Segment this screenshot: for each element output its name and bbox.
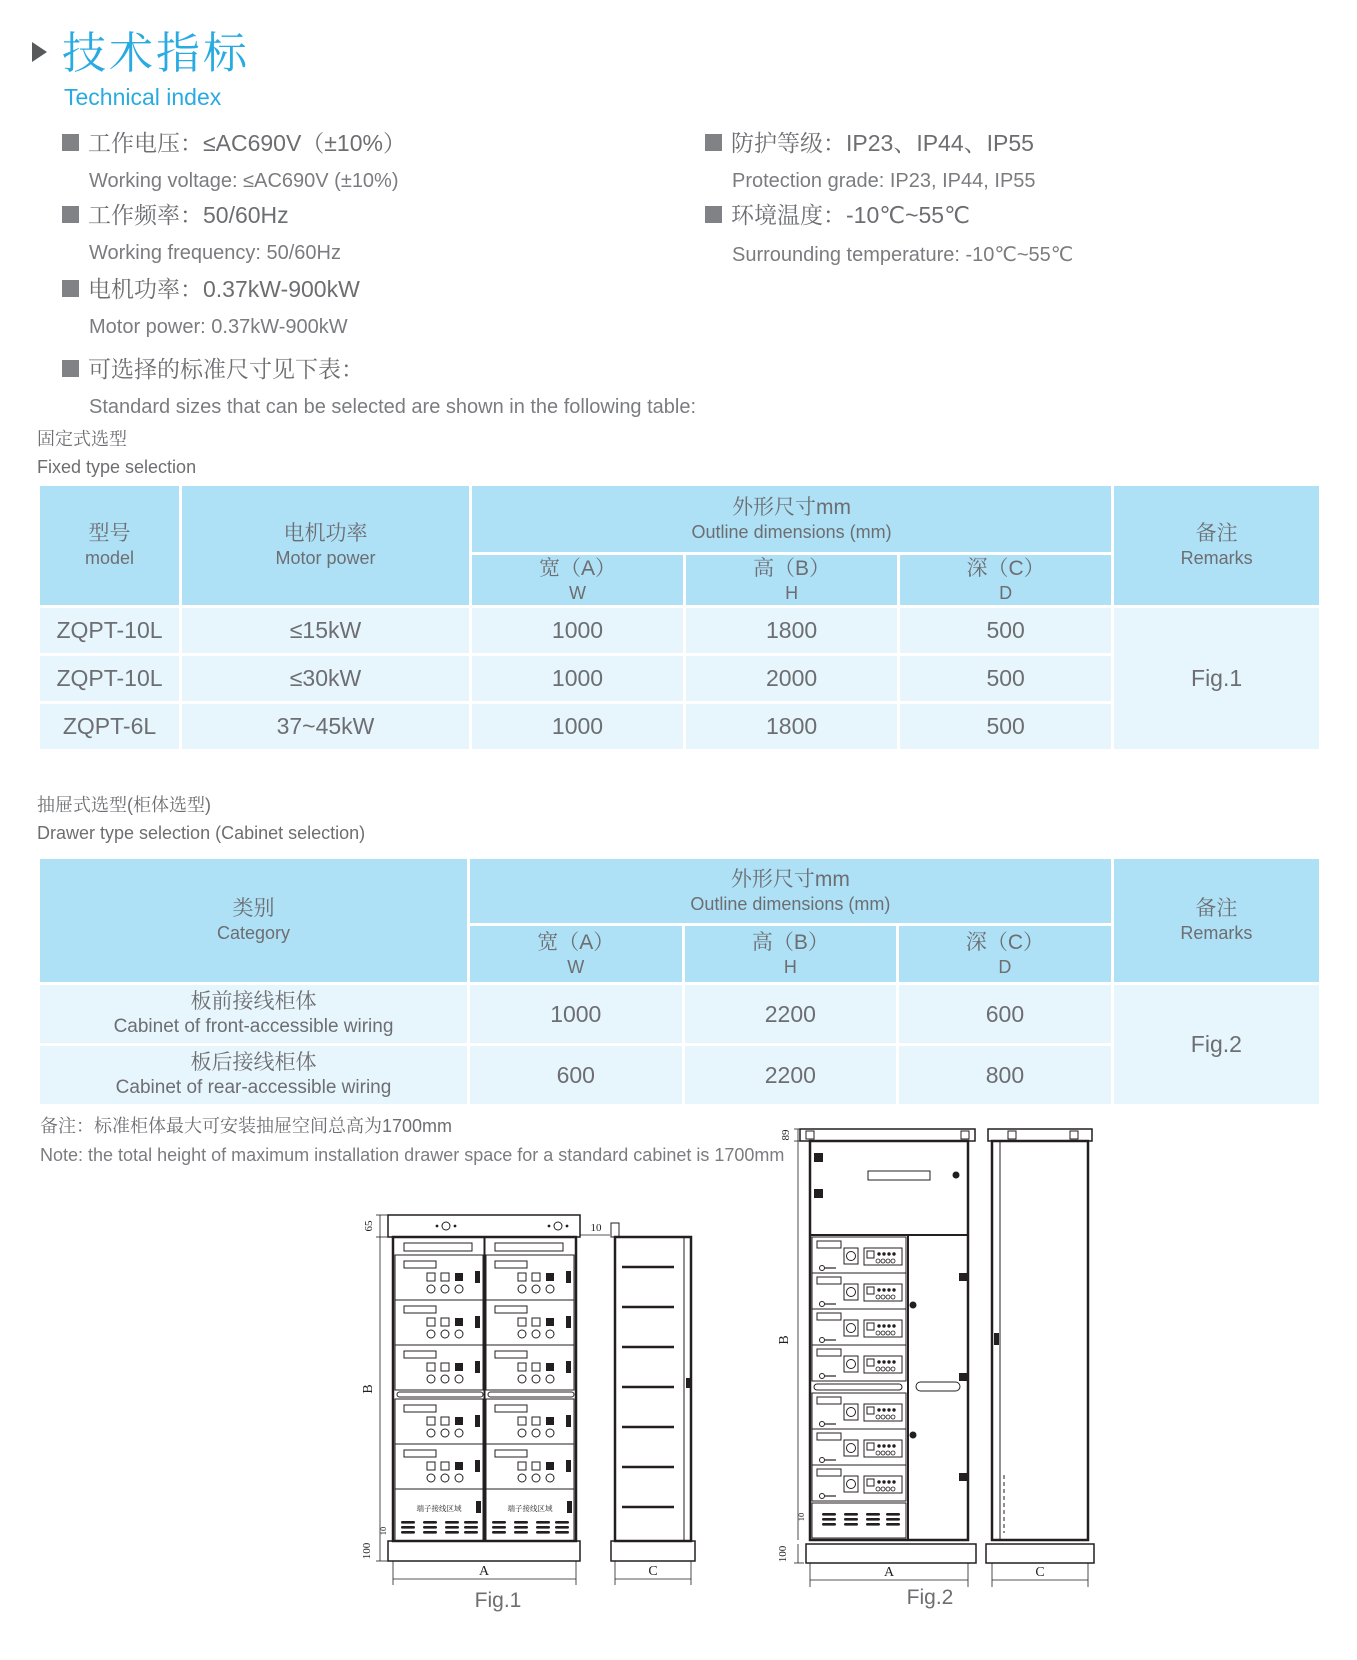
- fixed-type-table-grid: [37, 483, 1322, 752]
- fig1-side-view: [611, 1223, 695, 1561]
- footnote-cn: 备注：标准柜体最大可安装抽屉空间总高为1700mm: [40, 1116, 453, 1136]
- dim-cap-height: 89: [780, 1129, 792, 1141]
- terminal-area-label: 端子接线区域: [416, 1504, 462, 1513]
- col-header-outline-dimensions: 外形尺寸mm Outline dimensions (mm): [470, 859, 1111, 923]
- spec-en-text: Surrounding temperature: -10℃~55℃: [732, 243, 1074, 266]
- fig1-cabinet-drawing: [358, 1193, 703, 1625]
- dim-depth: C: [1035, 1565, 1045, 1580]
- table-row: [40, 985, 1319, 1043]
- cell-category: 板后接线柜体 Cabinet of rear-accessible wiring: [40, 1046, 467, 1104]
- cell-width: 1000: [470, 985, 682, 1043]
- section-label-cn: 抽屉式选型(柜体选型): [37, 795, 211, 815]
- spec-cn-text: 工作频率：50/60Hz: [88, 202, 289, 228]
- cell-remarks: Fig.1: [1114, 608, 1319, 749]
- drawer-type-table-grid: [37, 856, 1322, 1107]
- footnote: [40, 1112, 784, 1166]
- cell-depth: 800: [899, 1046, 1111, 1104]
- spec-item-working-voltage: [62, 130, 406, 193]
- bullet-square-icon: [62, 280, 79, 297]
- spec-item-motor-power: [62, 276, 360, 339]
- drawer-type-table: [37, 856, 1322, 1107]
- page-subtitle: Technical index: [64, 84, 222, 110]
- section-label-en: Fixed type selection: [37, 456, 197, 477]
- cell-height: 2000: [686, 656, 897, 701]
- spec-cn-text: 电机功率：0.37kW-900kW: [88, 276, 360, 302]
- cell-depth: 600: [899, 985, 1111, 1043]
- cell-model: ZQPT-10L: [40, 608, 179, 653]
- dim-vent-height: 10: [378, 1526, 388, 1536]
- cell-depth: 500: [900, 704, 1111, 749]
- section-label-cn: 固定式选型: [37, 429, 127, 449]
- dim-body-height: B: [361, 1384, 376, 1394]
- bullet-square-icon: [62, 360, 79, 377]
- spec-item-surrounding-temperature: [705, 202, 1073, 267]
- spec-item-protection-grade: [705, 130, 1036, 193]
- col-header-height: 高（B） H: [685, 926, 897, 982]
- fig1-front-view: [388, 1215, 580, 1561]
- cell-depth: 500: [900, 608, 1111, 653]
- dim-depth: C: [648, 1564, 658, 1579]
- fig2-cabinet-drawing: [740, 1105, 1100, 1610]
- cell-power: 37~45kW: [182, 704, 469, 749]
- spec-cn-text: 可选择的标准尺寸见下表：: [88, 356, 364, 382]
- col-header-width: 宽（A） W: [472, 555, 683, 605]
- dim-width: A: [478, 1564, 490, 1579]
- dim-plinth-height: 100: [777, 1545, 789, 1563]
- cell-width: 1000: [472, 656, 683, 701]
- cell-height: 1800: [686, 704, 897, 749]
- bullet-square-icon: [62, 134, 79, 151]
- cell-category: 板前接线柜体 Cabinet of front-accessible wiring: [40, 985, 467, 1043]
- fig1-dimensions: [361, 1215, 691, 1585]
- cell-width: 1000: [472, 608, 683, 653]
- spec-en-text: Motor power: 0.37kW-900kW: [89, 315, 348, 338]
- col-header-outline-dimensions: 外形尺寸mm Outline dimensions (mm): [472, 486, 1111, 552]
- cell-model: ZQPT-6L: [40, 704, 179, 749]
- spec-en-text: Working frequency: 50/60Hz: [89, 241, 341, 264]
- fixed-type-section-label: [37, 426, 196, 482]
- cell-model: ZQPT-10L: [40, 656, 179, 701]
- bullet-square-icon: [705, 134, 722, 151]
- dim-cap-height: 65: [363, 1220, 375, 1232]
- fig2-caption: Fig.2: [906, 1586, 954, 1609]
- spec-en-text: Standard sizes that can be selected are shown in the following table:: [89, 395, 697, 418]
- dim-width: A: [883, 1565, 895, 1580]
- spec-en-text: Protection grade: IP23, IP44, IP55: [732, 169, 1036, 192]
- fixed-type-table: [37, 483, 1322, 752]
- col-header-depth: 深（C） D: [900, 555, 1111, 605]
- section-label-en: Drawer type selection (Cabinet selection): [37, 822, 366, 843]
- spec-item-working-frequency: [62, 202, 341, 265]
- dim-top-lip: 10: [590, 1222, 602, 1234]
- section-arrow-icon: [32, 42, 47, 62]
- col-header-motor-power: 电机功率 Motor power: [182, 486, 469, 605]
- spec-item-table-intro: [62, 356, 696, 419]
- table-row: [40, 608, 1319, 653]
- fig1-caption: Fig.1: [474, 1589, 522, 1612]
- bullet-square-icon: [705, 206, 722, 223]
- col-header-height: 高（B） H: [686, 555, 897, 605]
- dim-body-height: B: [777, 1335, 792, 1345]
- spec-cn-text: 防护等级：IP23、IP44、IP55: [731, 130, 1034, 156]
- col-header-width: 宽（A） W: [470, 926, 682, 982]
- col-header-model: 型号 model: [40, 486, 179, 605]
- cell-height: 2200: [685, 1046, 897, 1104]
- page-title: 技术指标: [62, 29, 250, 78]
- drawer-type-section-label: [37, 792, 365, 848]
- col-header-category: 类别 Category: [40, 859, 467, 982]
- fig2-side-view: [986, 1129, 1094, 1563]
- terminal-area-label: 端子接线区域: [507, 1504, 553, 1513]
- fig2-front-view: [800, 1129, 976, 1563]
- cell-width: 1000: [472, 704, 683, 749]
- cell-power: ≤30kW: [182, 656, 469, 701]
- col-header-depth: 深（C） D: [899, 926, 1111, 982]
- spec-en-text: Working voltage: ≤AC690V (±10%): [89, 169, 399, 192]
- cell-remarks: Fig.2: [1114, 985, 1319, 1104]
- cell-power: ≤15kW: [182, 608, 469, 653]
- bullet-square-icon: [62, 206, 79, 223]
- footnote-en: Note: the total height of maximum installation drawer space for a standard cabinet is 1700mm: [40, 1145, 785, 1165]
- cell-width: 600: [470, 1046, 682, 1104]
- dim-plinth-height: 100: [361, 1542, 373, 1560]
- cell-height: 2200: [685, 985, 897, 1043]
- spec-cn-text: 工作电压：≤AC690V（±10%）: [88, 130, 406, 156]
- col-header-remarks: 备注 Remarks: [1114, 486, 1319, 605]
- dim-vent-height: 10: [796, 1512, 806, 1522]
- cell-height: 1800: [686, 608, 897, 653]
- col-header-remarks: 备注 Remarks: [1114, 859, 1319, 982]
- cell-depth: 500: [900, 656, 1111, 701]
- spec-cn-text: 环境温度：-10℃~55℃: [731, 202, 970, 228]
